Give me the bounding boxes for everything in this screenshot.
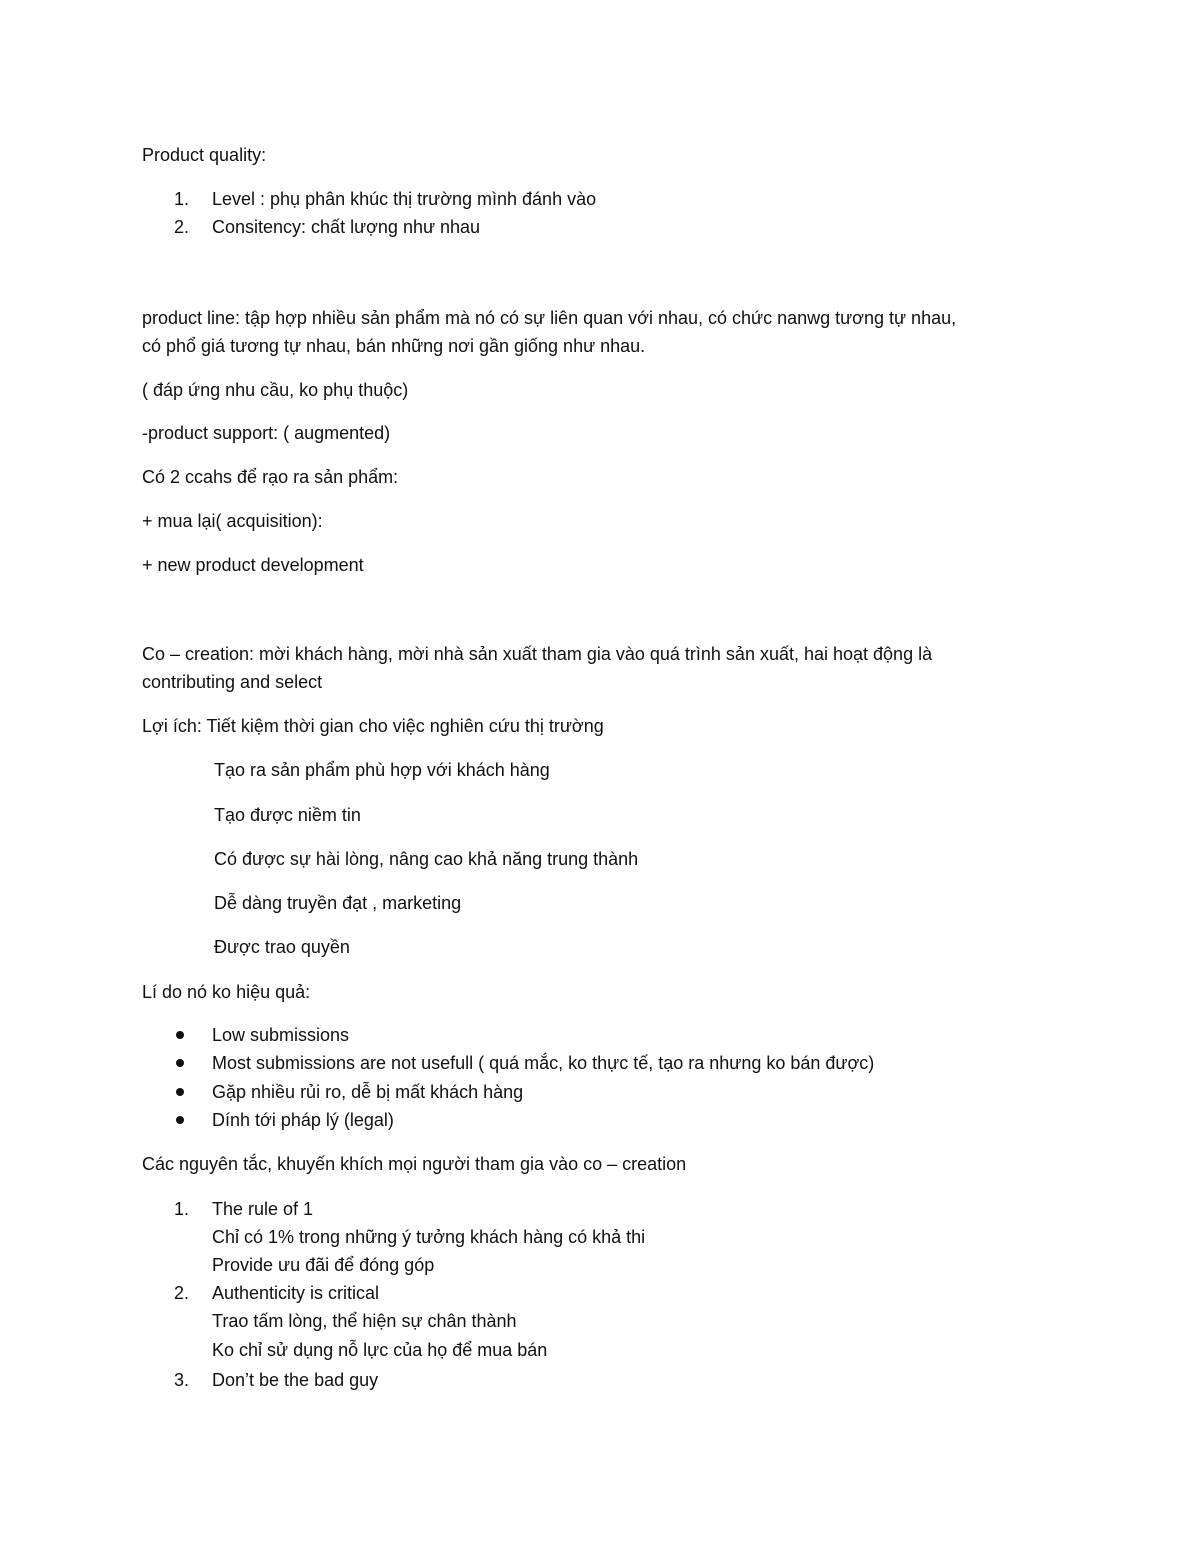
benefit-item: Có được sự hài lòng, nâng cao khả năng trung thành	[214, 849, 639, 869]
list-item: Level : phụ phân khúc thị trường mình đánh vào	[212, 189, 597, 209]
list-item-detail: Chỉ có 1% trong những ý tưởng khách hàng có khả thi	[212, 1227, 646, 1247]
product-support-text: -product support: ( augmented)	[142, 423, 391, 443]
list-item: The rule of 1	[212, 1199, 314, 1219]
benefit-item: Tạo được niềm tin	[214, 805, 361, 825]
benefit-item: Được trao quyền	[214, 937, 350, 957]
two-ways-heading: Có 2 ccahs để rạo ra sản phẩm:	[142, 467, 399, 487]
bullet-icon	[174, 1078, 188, 1092]
bullet-icon	[174, 1106, 188, 1120]
list-item-detail: Trao tấm lòng, thể hiện sự chân thành	[212, 1311, 517, 1331]
list-item: Most submissions are not usefull ( quá mắc, ko thực tế, tạo ra nhưng ko bán được)	[212, 1053, 875, 1073]
benefit-item: Tạo ra sản phẩm phù hợp với khách hàng	[214, 760, 550, 780]
list-item: Dính tới pháp lý (legal)	[212, 1110, 394, 1130]
bullet-icon	[174, 1021, 188, 1035]
reasons-heading: Lí do nó ko hiệu quả:	[142, 982, 311, 1002]
list-item: Authenticity is critical	[212, 1283, 380, 1303]
list-item: Consitency: chất lượng như nhau	[212, 217, 481, 237]
principles-heading: Các nguyên tắc, khuyến khích mọi người tham gia vào co – creation	[142, 1154, 687, 1174]
product-quality-heading: Product quality:	[142, 145, 267, 165]
co-creation-text: Co – creation: mời khách hàng, mời nhà sản xuất tham gia vào quá trình sản xuất, hai hoạt động là	[142, 644, 933, 664]
bullet-icon	[174, 1049, 188, 1063]
co-creation-text-cont: contributing and select	[142, 672, 323, 692]
list-item: Low submissions	[212, 1025, 350, 1045]
needs-note: ( đáp ứng nhu cầu, ko phụ thuộc)	[142, 380, 409, 400]
benefit-item: Dễ dàng truyền đạt , marketing	[214, 893, 462, 913]
new-product-development-text: + new product development	[142, 555, 364, 575]
list-number: 2.	[174, 1283, 190, 1303]
product-line-text: product line: tập hợp nhiều sản phẩm mà nó có sự liên quan với nhau, có chức nanwg tương tự nhau,	[142, 308, 957, 328]
benefits-heading: Lợi ích: Tiết kiệm thời gian cho việc nghiên cứu thị trường	[142, 716, 604, 736]
list-number: 1.	[174, 1199, 190, 1219]
list-number: 3.	[174, 1370, 190, 1390]
list-number: 2.	[174, 217, 190, 237]
list-item: Gặp nhiều rủi ro, dễ bị mất khách hàng	[212, 1082, 524, 1102]
list-item: Don’t be the bad guy	[212, 1370, 379, 1390]
list-item-detail: Provide ưu đãi để đóng góp	[212, 1255, 435, 1275]
acquisition-text: + mua lại( acquisition):	[142, 511, 323, 531]
list-number: 1.	[174, 189, 190, 209]
product-line-text-cont: có phổ giá tương tự nhau, bán những nơi gần giống như nhau.	[142, 336, 646, 356]
list-item-detail: Ko chỉ sử dụng nỗ lực của họ để mua bán	[212, 1340, 548, 1360]
